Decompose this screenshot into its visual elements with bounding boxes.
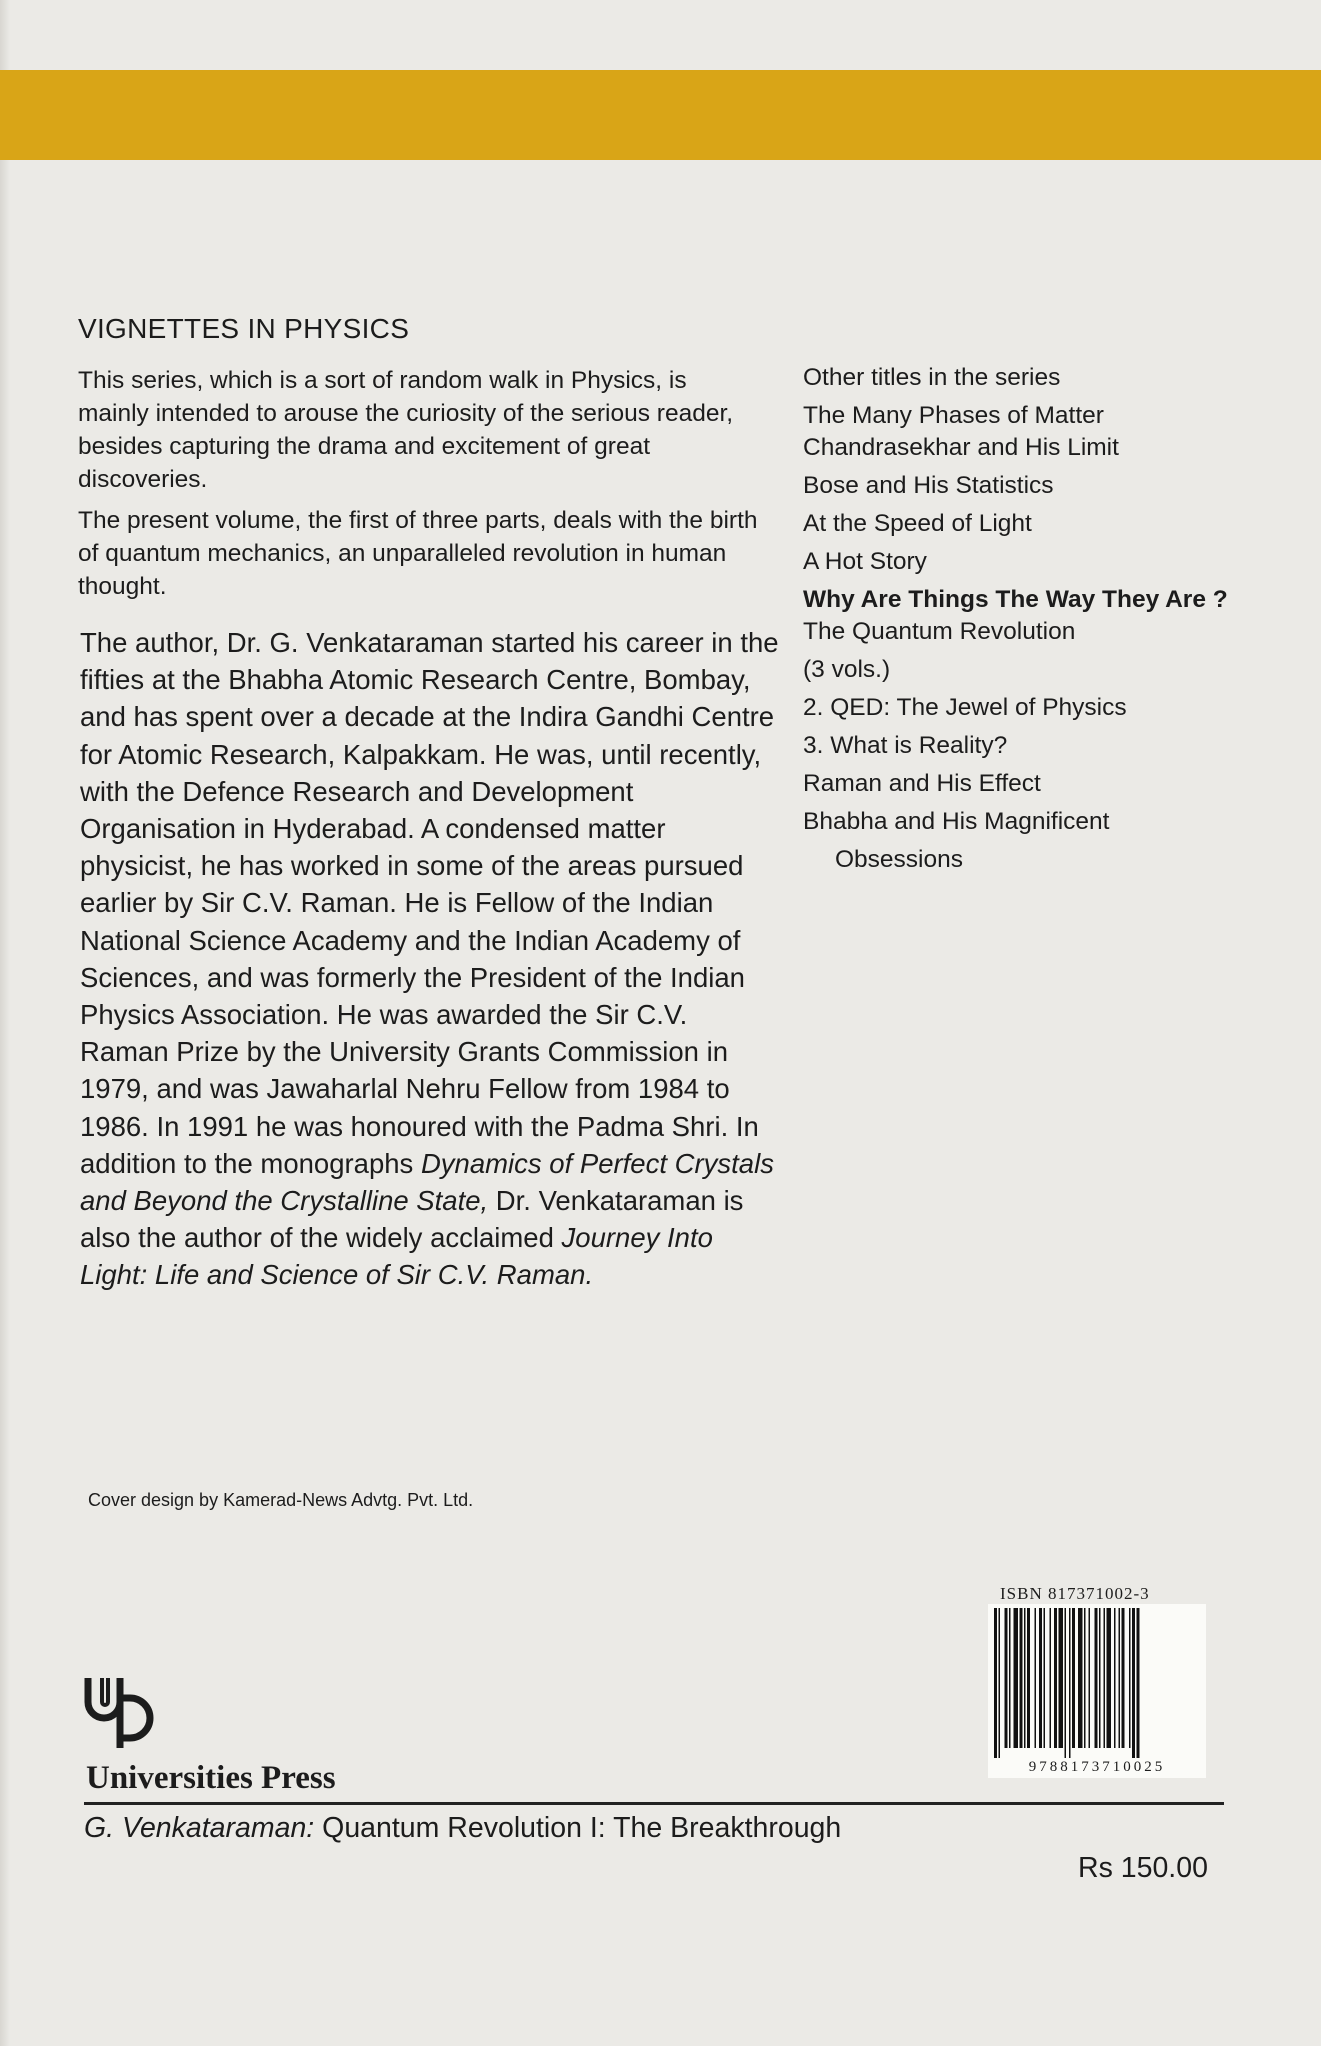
barcode-bar	[1129, 1608, 1131, 1748]
barcode-bar	[1114, 1608, 1116, 1748]
barcode-digits: 9788173710025	[1028, 1759, 1166, 1775]
barcode-bar	[1089, 1608, 1091, 1748]
bio-text-1: The author, Dr. G. Venkataraman started his career in the fifties at the Bhabha Atomic Research Centre, Bombay, and has spent over a decade at the Indira Gandhi Centre for Atomic Research, Kalpakkam. He was, until recently, with the Defence Research and Development Organisation in Hyderabad. A condensed matter physicist, he has worked in some of the areas pursued earlier by Sir C.V. Raman. He is Fellow of the Indian National Science Academy and the Indian Academy of Sciences, and was formerly the President of the Indian Physics Association. He was awarded the Sir C.V. Raman Prize by the University Grants Commission in 1979, and was Jawaharlal Nehru Fellow from 1984 to 1986. In 1991 he was honoured with the Padma Shri. In addition to the monographs	[80, 627, 779, 1179]
cover-design-credit: Cover design by Kamerad-News Advtg. Pvt. Ltd.	[88, 1490, 474, 1510]
barcode-bar	[1024, 1608, 1026, 1748]
bio-text-2: Dr. Venkataraman is also the author of the widely acclaimed	[80, 1185, 744, 1254]
title-item: Raman and His Effect	[803, 770, 1041, 797]
barcode-bar	[1035, 1608, 1037, 1748]
barcode-bar	[1014, 1608, 1019, 1748]
title-item-current: Why Are Things The Way They Are ?	[803, 586, 1228, 613]
barcode-bar	[1059, 1608, 1064, 1748]
barcode-bar	[1099, 1608, 1101, 1748]
barcode-bar	[1078, 1608, 1083, 1748]
title-item: Bose and His Statistics	[803, 472, 1054, 499]
title-item: Bhabha and His Magnificent	[803, 808, 1110, 835]
isbn-number: ISBN 817371002-3	[1000, 1584, 1150, 1603]
mustard-color-band	[0, 70, 1321, 160]
barcode-bar	[1137, 1608, 1140, 1758]
barcode-bar	[1107, 1608, 1112, 1748]
barcode-bar	[1132, 1608, 1135, 1758]
series-intro-paragraph-2: The present volume, the first of three parts, deals with the birth of quantum mechanics, an unparalleled revolution in human thought.	[78, 507, 758, 600]
barcode-bar	[1104, 1608, 1106, 1748]
barcode-bar	[1054, 1608, 1057, 1748]
series-heading: VIGNETTES IN PHYSICS	[78, 313, 410, 344]
barcode-bar	[1005, 1608, 1008, 1748]
barcode	[988, 1604, 1206, 1778]
book-author: G. Venkataraman:	[84, 1812, 315, 1844]
other-titles-list	[803, 362, 1283, 876]
title-item: 3. What is Reality?	[803, 732, 1008, 759]
barcode-bar	[1009, 1608, 1011, 1748]
barcode-bar	[1095, 1608, 1098, 1748]
barcode-bars	[988, 1604, 1206, 1760]
barcode-bar	[994, 1608, 997, 1758]
barcode-bar	[1072, 1608, 1075, 1748]
title-item: A Hot Story	[803, 548, 927, 575]
other-titles-heading: Other titles in the series	[803, 364, 1061, 391]
author-biography	[80, 624, 780, 1294]
book-title: Quantum Revolution I: The Breakthrough	[314, 1812, 842, 1844]
barcode-bar	[1050, 1608, 1052, 1748]
barcode-bar	[1065, 1608, 1067, 1758]
title-item: At the Speed of Light	[803, 510, 1032, 537]
barcode-bar	[1044, 1608, 1046, 1748]
barcode-bar	[1069, 1608, 1071, 1758]
book-title-line	[84, 1812, 841, 1845]
barcode-bar	[1027, 1608, 1030, 1748]
title-item: The Quantum Revolution	[803, 618, 1076, 645]
publisher-name: Universities Press	[86, 1760, 336, 1796]
bio-book-title-2: Journey Into Light: Life and Science of Sir C.V. Raman.	[80, 1222, 713, 1291]
barcode-bar	[1119, 1608, 1121, 1748]
title-item: (3 vols.)	[803, 656, 891, 683]
cover-edge-shadow	[0, 0, 10, 2046]
up-monogram-icon	[82, 1672, 160, 1750]
barcode-bar	[1122, 1608, 1125, 1748]
barcode-bar	[999, 1608, 1001, 1758]
price: Rs 150.00	[1078, 1852, 1208, 1884]
barcode-bar	[1020, 1608, 1023, 1748]
bio-book-title-1: Dynamics of Perfect Crystals and Beyond the Crystalline State,	[80, 1147, 774, 1217]
title-item: The Many Phases of Matter	[803, 402, 1104, 429]
barcode-bar	[1084, 1608, 1086, 1748]
title-item: Chandrasekhar and His Limit	[803, 434, 1119, 461]
series-intro	[78, 364, 758, 611]
title-item: Obsessions	[835, 846, 964, 873]
barcode-bar	[1039, 1608, 1042, 1748]
footer-rule	[84, 1802, 1224, 1805]
title-item: 2. QED: The Jewel of Physics	[803, 694, 1127, 721]
series-intro-paragraph-1: This series, which is a sort of random walk in Physics, is mainly intended to arouse the curiosity of the serious reader, besides capturing the drama and excitement of great discoveries.	[78, 367, 734, 493]
